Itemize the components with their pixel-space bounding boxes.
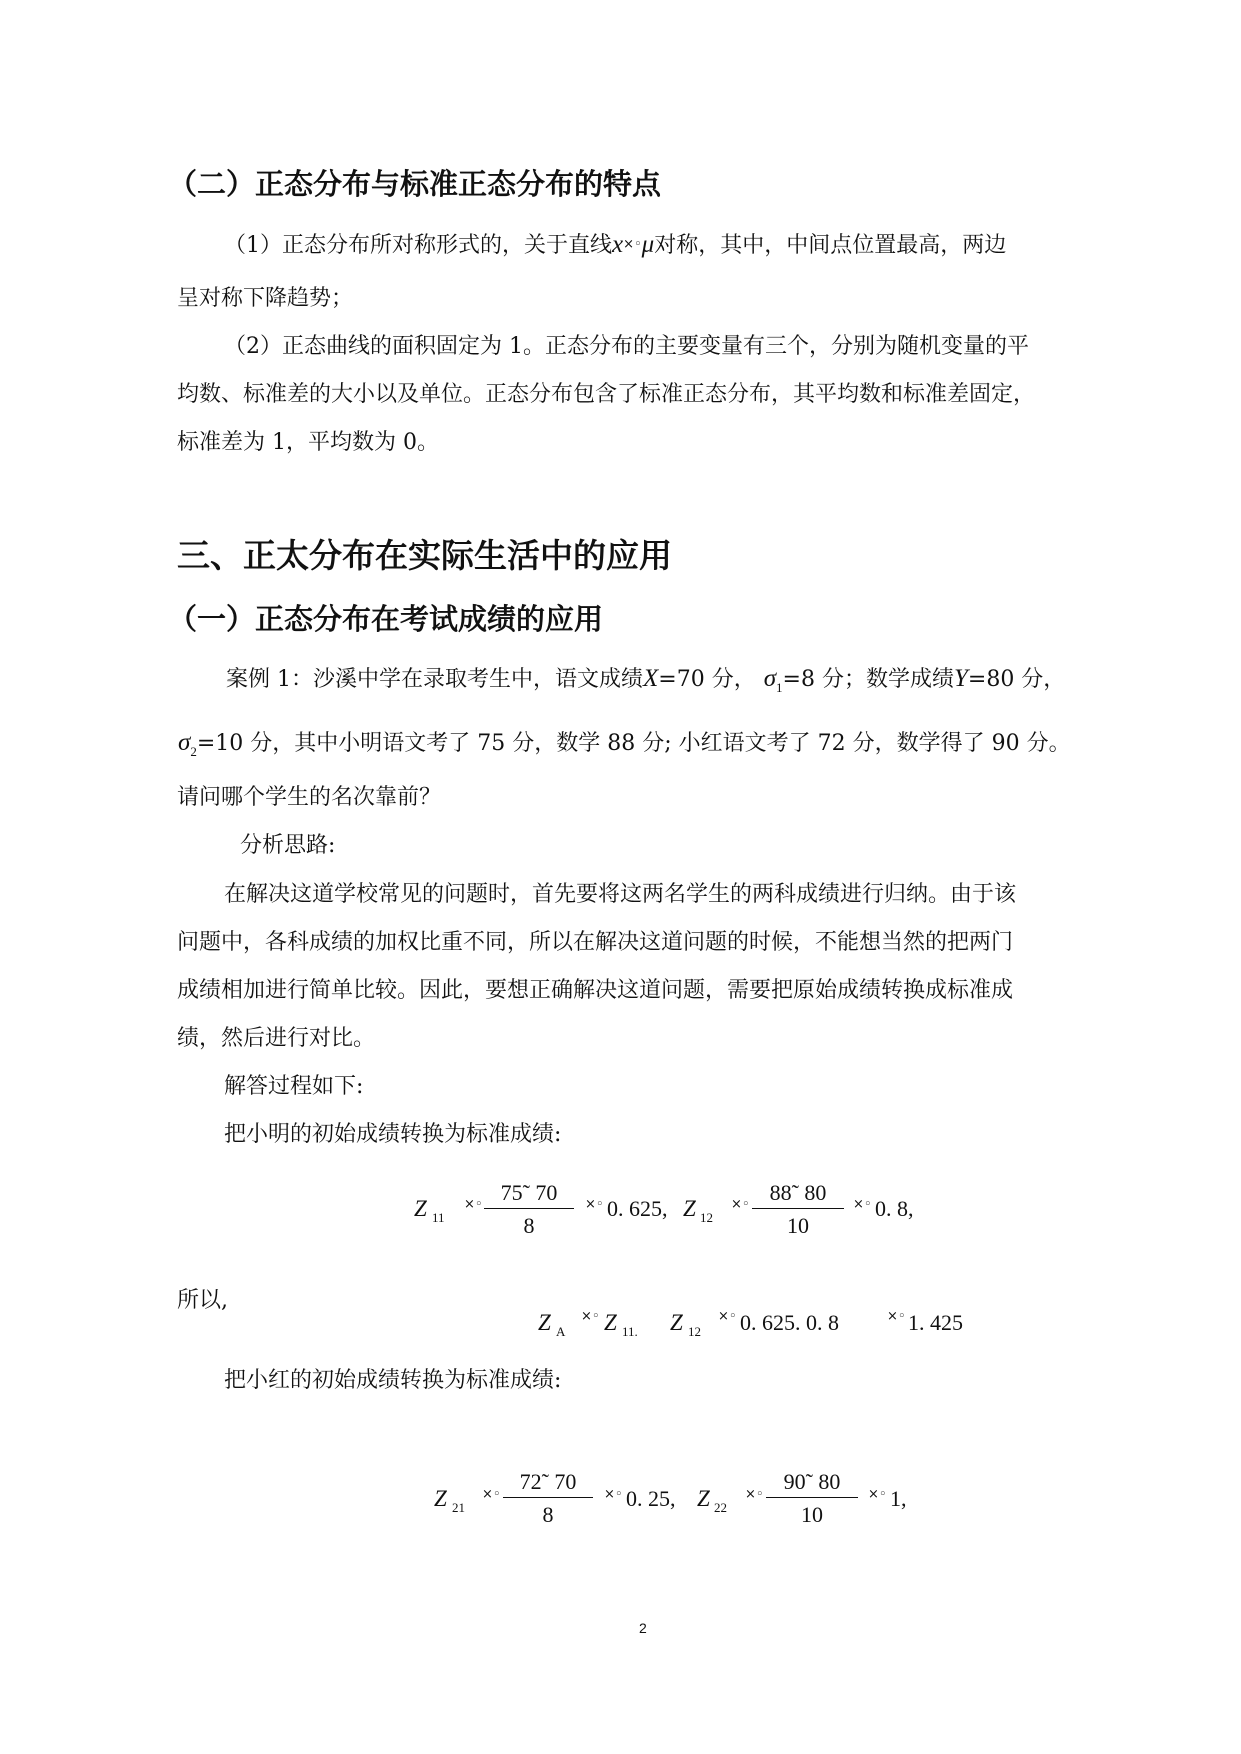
paragraph-text: （1）正态分布所对称形式的，关于直线 [224,233,612,258]
equals-symbol: ×◦ [581,1309,600,1324]
numerator: 72˜ 70 [503,1469,593,1498]
equals-symbol: ×◦ [731,1197,750,1212]
equals-symbol: ×◦ [853,1197,872,1212]
sub-21: 21 [452,1500,465,1515]
case-line-3: 请问哪个学生的名次靠前？ [177,785,442,810]
equals-symbol: ×◦ [623,237,642,252]
fraction-90-80-10 [766,1469,858,1528]
analysis-title: 分析思路: [240,833,336,858]
variable-sigma: σ [763,665,777,692]
paragraph-text: 案例 1：沙溪中学在录取考生中，语文成绩 [226,667,643,692]
variable-Y: Y [953,665,968,692]
analysis-line-1: 在解决这道学校常见的问题时，首先要将这两名学生的两科成绩进行归纳。由于该 [224,882,1017,907]
var-z11: Z [604,1310,617,1335]
sub-12: 12 [700,1210,713,1225]
section-heading-1: （一）正态分布在考试成绩的应用 [168,602,604,636]
result-z22: 1, [890,1486,907,1511]
numerator: 75˜ 70 [484,1180,574,1209]
paragraph-1-line-1 [224,232,1006,257]
equals-symbol: ×◦ [482,1487,501,1502]
paragraph-text: =70 分， [658,667,756,692]
denominator: 10 [801,1502,823,1527]
numerator: 88˜ 80 [752,1180,844,1209]
paragraph-2-line-2: 均数、标准差的大小以及单位。正态分布包含了标准正态分布，其平均数和标准差固定， [177,382,1036,407]
analysis-line-4: 绩，然后进行对比。 [177,1026,376,1051]
analysis-line-3: 成绩相加进行简单比较。因此，要想正确解决这道问题，需要把原始成绩转换成标准成 [177,978,1014,1003]
var-z12: Z [670,1310,683,1335]
xiaohong-intro: 把小红的初始成绩转换为标准成绩: [224,1368,562,1393]
paragraph-1-line-2: 呈对称下降趋势； [177,286,354,311]
sub-22: 22 [714,1500,727,1515]
xiaoming-intro: 把小明的初始成绩转换为标准成绩: [224,1122,562,1147]
paragraph-text: =80 分， [967,667,1066,692]
var-z22: Z [697,1486,710,1511]
variable-mu: μ [641,231,655,258]
sub-a: A [556,1324,566,1339]
analysis-line-2: 问题中，各科成绩的加权比重不同，所以在解决这道问题的时候，不能想当然的把两门 [177,930,1014,955]
paragraph-text: =10 分，其中小明语文考了 75 分，数学 88 分; 小红语文考了 72 分，数学得了 90 分。 [196,731,1071,756]
case-line-1 [226,666,1065,694]
denominator: 8 [542,1502,554,1527]
paragraph-text: =8 分；数学成绩 [782,667,954,692]
section-heading-2: （二）正态分布与标准正态分布的特点 [168,167,662,201]
suoyi-text: 所以, [177,1288,228,1313]
fraction-75-70-8 [484,1180,574,1239]
var-z11: Z [414,1196,427,1221]
equals-symbol: ×◦ [585,1197,604,1212]
chapter-heading-3: 三、正太分布在实际生活中的应用 [177,536,672,575]
denominator: 10 [787,1213,809,1238]
subscript: 1 [776,680,783,695]
variable-X: X [643,665,659,692]
fraction-88-80-10 [752,1180,844,1239]
sub-12: 12 [688,1324,701,1339]
fraction-72-70-8 [503,1469,593,1528]
paragraph-text: 对称，其中，中间点位置最高，两边 [654,233,1007,258]
paragraph-2-line-3: 标准差为 1，平均数为 0。 [177,430,439,455]
page-number: 2 [639,1620,647,1636]
variable-x: x [612,231,624,258]
var-z21: Z [434,1486,447,1511]
var-z12: Z [683,1196,696,1221]
sub-11: 11. [622,1324,638,1339]
denominator: 8 [523,1213,535,1238]
equals-symbol: ×◦ [745,1487,764,1502]
equals-symbol: ×◦ [604,1487,623,1502]
equals-symbol: ×◦ [464,1197,483,1212]
sum-terms: 0. 625. 0. 8 [740,1310,839,1335]
result-z12: 0. 8, [875,1196,914,1221]
variable-sigma: σ [178,729,191,756]
sub-11: 11 [432,1210,445,1225]
var-za: Z [538,1310,551,1335]
answer-title: 解答过程如下: [224,1074,364,1099]
equals-symbol: ×◦ [868,1487,887,1502]
result-z21: 0. 25, [626,1486,676,1511]
numerator: 90˜ 80 [766,1469,858,1498]
case-line-2 [178,730,1071,758]
result-za: 1. 425 [908,1310,963,1335]
result-z11: 0. 625, [607,1196,668,1221]
paragraph-2-line-1: （2）正态曲线的面积固定为 1。正态分布的主要变量有三个，分别为随机变量的平 [224,334,1029,359]
equals-symbol: ×◦ [718,1309,737,1324]
subscript: 2 [190,744,197,759]
equals-symbol: ×◦ [887,1309,906,1324]
